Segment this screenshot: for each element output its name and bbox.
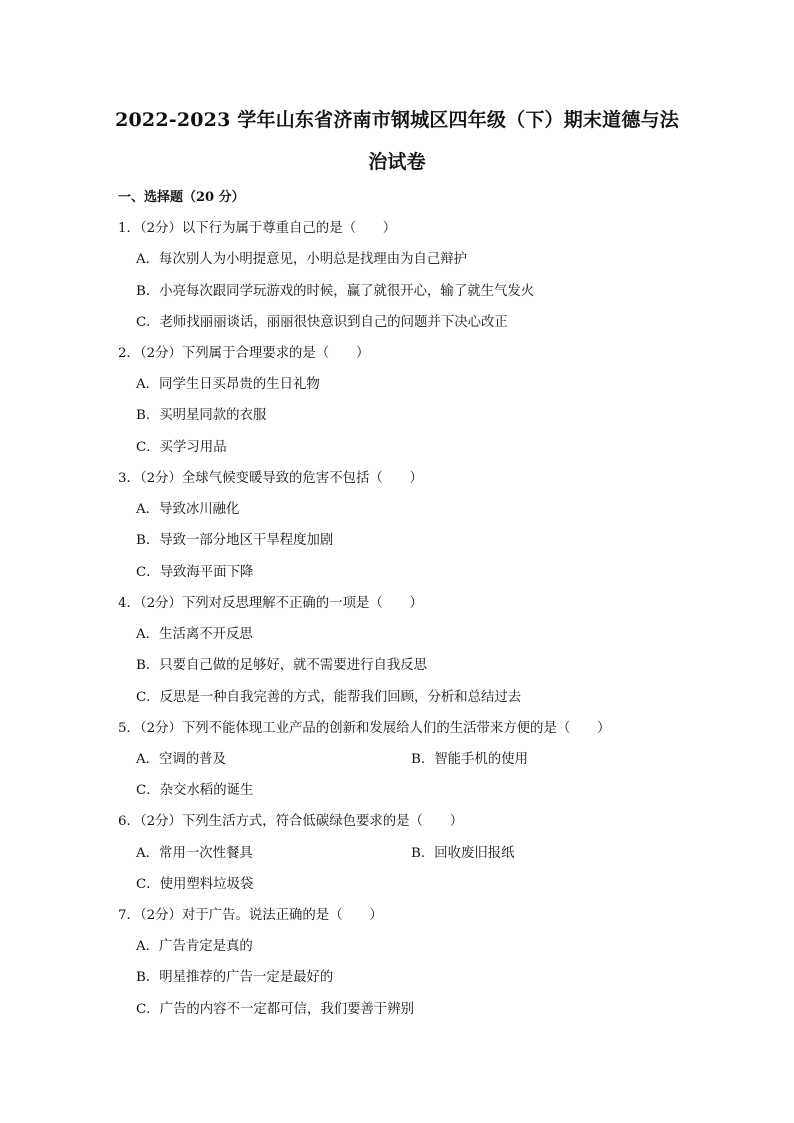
question-3-stem: 3．（2分）全球气候变暖导致的危害不包括（ ） bbox=[118, 471, 423, 486]
question-6-option-c: C．使用塑料垃圾袋 bbox=[136, 877, 254, 892]
question-5-option-b: B．智能手机的使用 bbox=[411, 752, 528, 767]
question-7-option-b: B．明星推荐的广告一定是最好的 bbox=[136, 970, 334, 985]
question-2-stem: 2．（2分）下列属于合理要求的是（ ） bbox=[118, 346, 370, 361]
question-7-option-a: A．广告肯定是真的 bbox=[136, 939, 253, 954]
question-7-option-c: C．广告的内容不一定都可信，我们要善于辨别 bbox=[136, 1002, 415, 1017]
question-5-option-c: C．杂交水稻的诞生 bbox=[136, 783, 254, 798]
question-3-option-b: B．导致一部分地区干旱程度加剧 bbox=[136, 533, 334, 548]
question-1-stem: 1．（2分）以下行为属于尊重自己的是（ ） bbox=[118, 221, 397, 236]
question-6-option-a: A．常用一次性餐具 bbox=[136, 846, 253, 861]
question-4-option-b: B．只要自己做的足够好，就不需要进行自我反思 bbox=[136, 658, 428, 673]
question-2-option-a: A．同学生日买昂贵的生日礼物 bbox=[136, 377, 320, 392]
question-3-option-c: C．导致海平面下降 bbox=[136, 565, 254, 580]
question-4-option-c: C．反思是一种自我完善的方式，能帮我们回顾，分析和总结过去 bbox=[136, 690, 522, 705]
section-heading: 一、选择题（20 分） bbox=[118, 190, 245, 205]
exam-title-line2: 治试卷 bbox=[368, 151, 426, 173]
question-5-stem: 5．（2分）下列不能体现工业产品的创新和发展给人们的生活带来方便的是（ ） bbox=[118, 721, 611, 736]
question-6-stem: 6．（2分）下列生活方式，符合低碳绿色要求的是（ ） bbox=[118, 814, 464, 829]
question-4-stem: 4．（2分）下列对反思理解不正确的一项是（ ） bbox=[118, 596, 423, 611]
question-4-option-a: A．生活离不开反思 bbox=[136, 627, 253, 642]
question-1-option-b: B．小亮每次跟同学玩游戏的时候，赢了就很开心，输了就生气发火 bbox=[136, 284, 535, 299]
question-3-option-a: A．导致冰川融化 bbox=[136, 502, 240, 517]
exam-title-line1: 2022-2023 学年山东省济南市钢城区四年级（下）期末道德与法 bbox=[115, 109, 679, 131]
question-1-option-c: C．老师找丽丽谈话，丽丽很快意识到自己的问题并下决心改正 bbox=[136, 315, 508, 330]
question-2-option-b: B．买明星同款的衣服 bbox=[136, 408, 267, 423]
question-1-option-a: A．每次别人为小明提意见，小明总是找理由为自己辩护 bbox=[136, 252, 468, 267]
question-5-option-a: A．空调的普及 bbox=[136, 752, 227, 767]
question-2-option-c: C．买学习用品 bbox=[136, 440, 227, 455]
question-6-option-b: B．回收废旧报纸 bbox=[411, 846, 515, 861]
question-7-stem: 7．（2分）对于广告。说法正确的是（ ） bbox=[118, 908, 383, 923]
